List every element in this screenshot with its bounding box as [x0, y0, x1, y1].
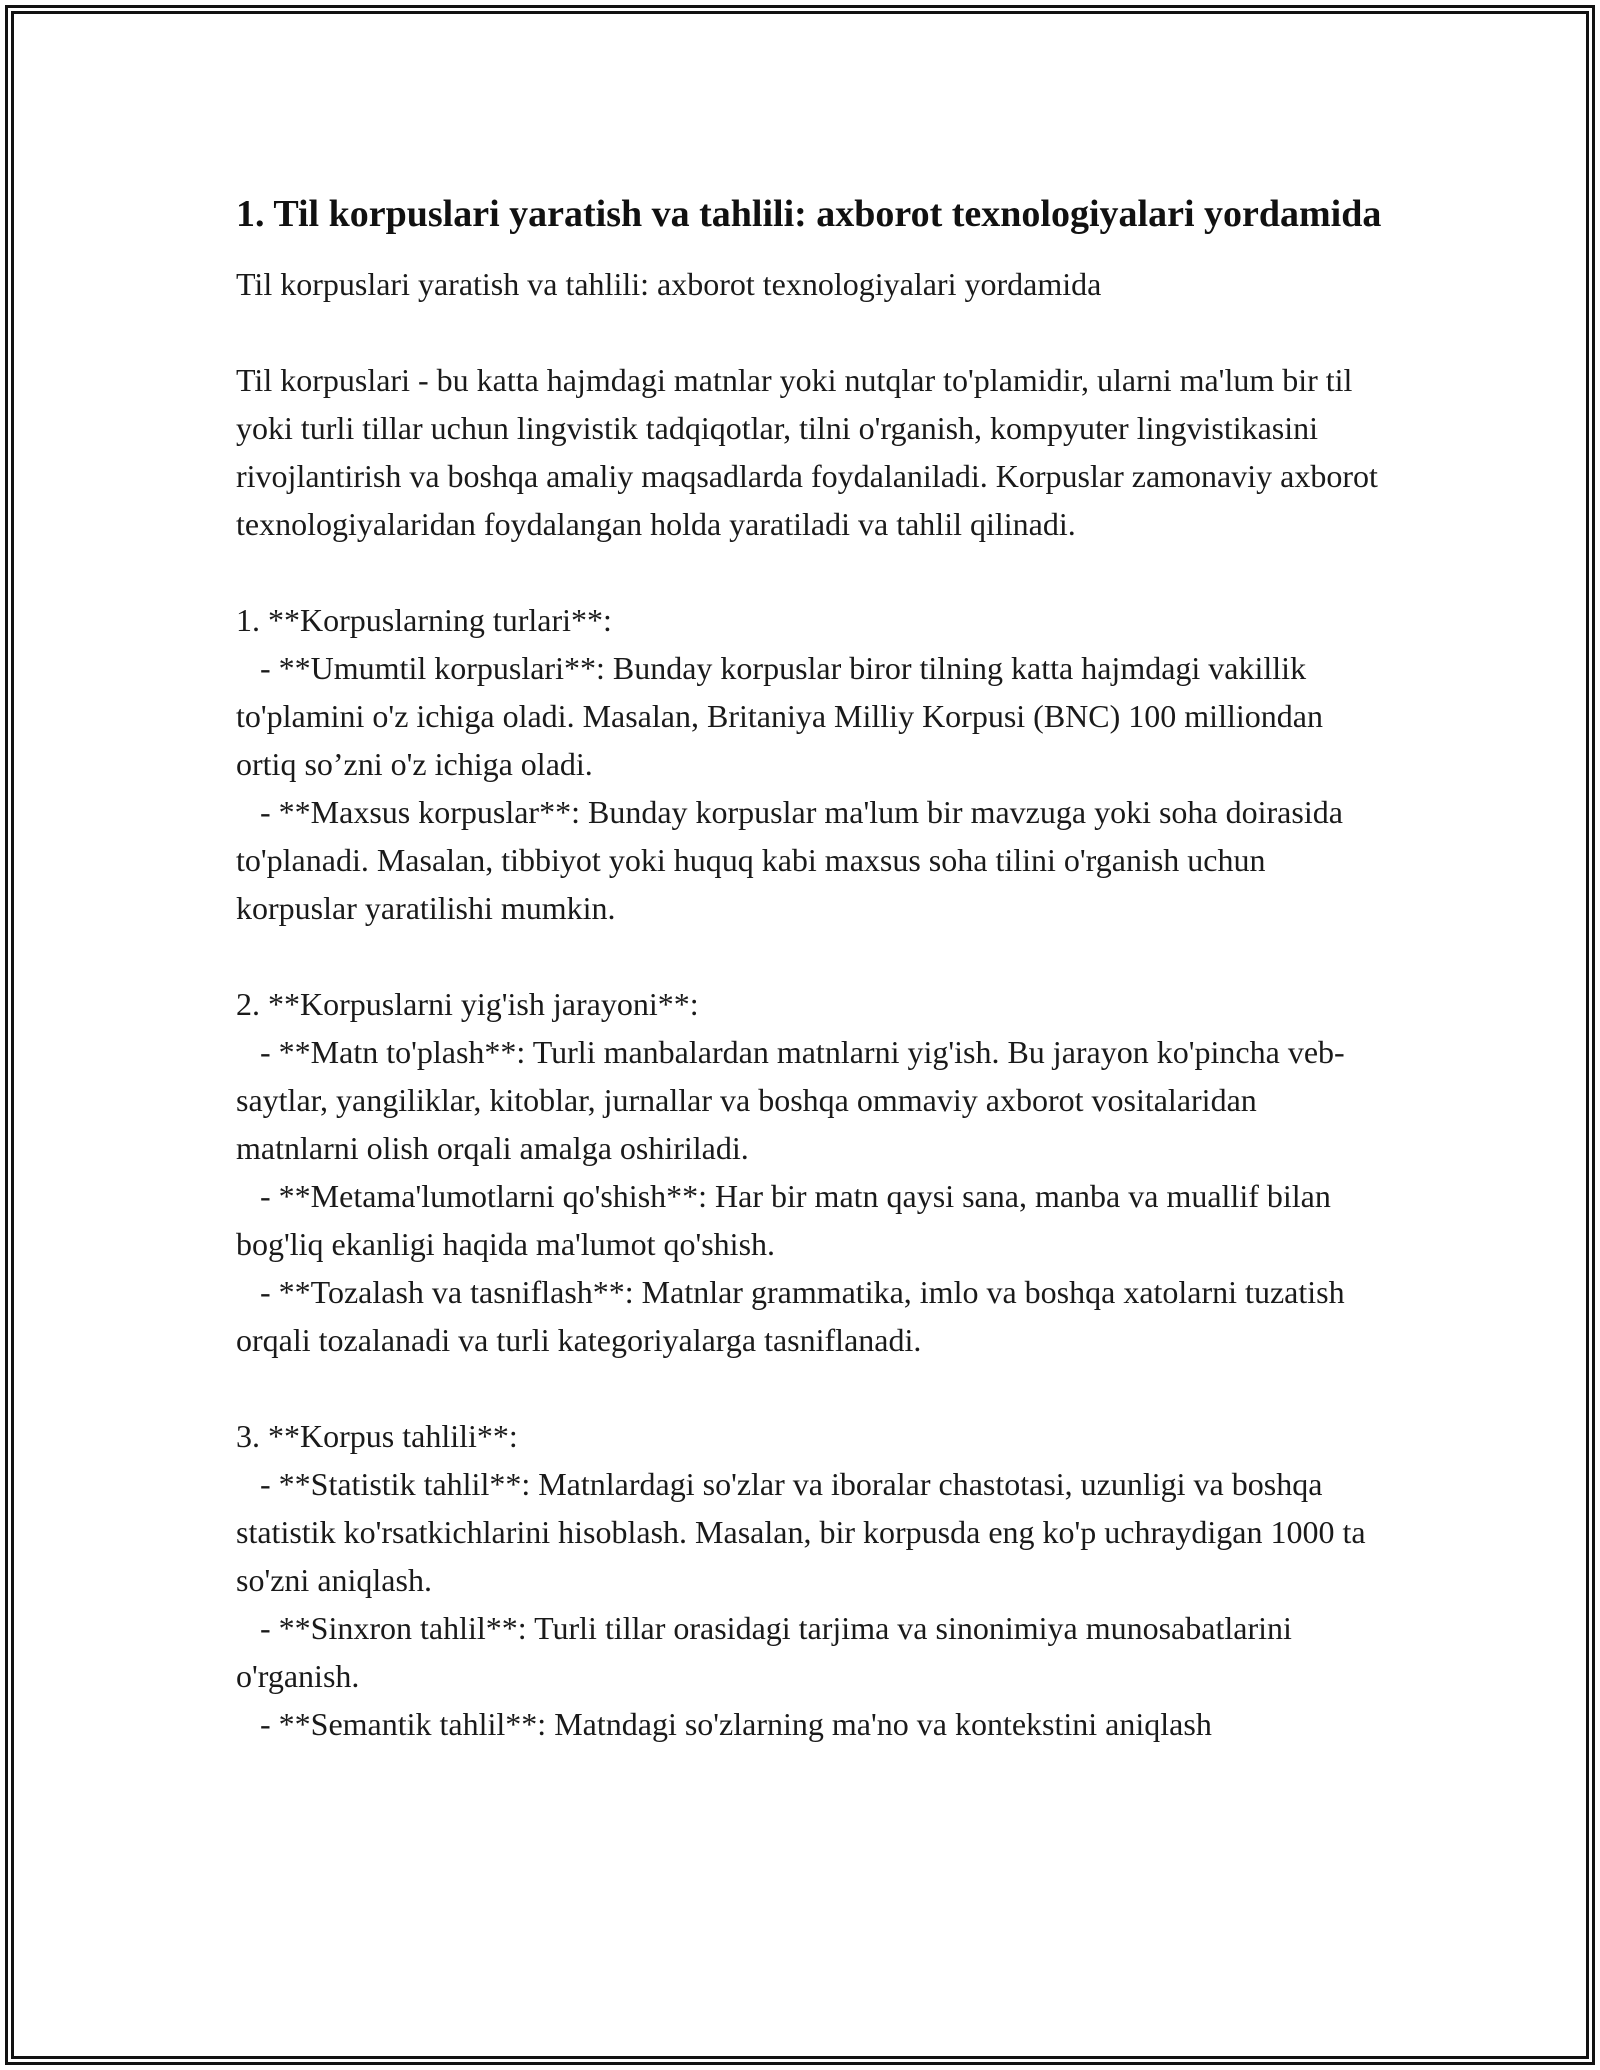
document-subtitle: Til korpuslari yaratish va tahlili: axborot texnologiyalari yordamida: [236, 266, 1102, 302]
section-korpuslarning-turlari: [236, 596, 1386, 932]
document-page: [236, 186, 1386, 1748]
list-item: - **Maxsus korpuslar**: Bunday korpuslar ma'lum bir mavzuga yoki soha doirasida to'planadi. Masalan, tibbiyot yoki huquq kabi maxsus soha tilini o'rganish uchun korpuslar yaratilishi mumkin.: [236, 794, 1351, 926]
list-item: - **Sinxron tahlil**: Turli tillar orasidagi tarjima va sinonimiya munosabatlarini o'rganish.: [236, 1610, 1300, 1694]
section-heading: 3. **Korpus tahlili**:: [236, 1418, 518, 1454]
section-heading: 2. **Korpuslarni yig'ish jarayoni**:: [236, 986, 699, 1022]
intro-paragraph: Til korpuslari - bu katta hajmdagi matnlar yoki nutqlar to'plamidir, ularni ma'lum bir til yoki turli tillar uchun lingvistik tadqiqotlar, tilni o'rganish, kompyuter lingvistikasini rivojlantirish va boshqa amaliy maqsadlarda foydalaniladi. Korpuslar zamonaviy axborot texnologiyalaridan foydalangan holda yaratiladi va tahlil qilinadi.: [236, 362, 1378, 542]
list-item: - **Matn to'plash**: Turli manbalardan matnlarni yig'ish. Bu jarayon ko'pincha veb-saytlar, yangiliklar, kitoblar, jurnallar va boshqa ommaviy axborot vositalaridan matnlarni olish orqali amalga oshiriladi.: [236, 1034, 1345, 1166]
list-item: - **Semantik tahlil**: Matndagi so'zlarning ma'no va kontekstini aniqlash: [236, 1706, 1212, 1742]
section-heading: 1. **Korpuslarning turlari**:: [236, 602, 612, 638]
section-korpuslarni-yigish: [236, 980, 1386, 1364]
list-item: - **Umumtil korpuslari**: Bunday korpuslar biror tilning katta hajmdagi vakillik to'plamini o'z ichiga oladi. Masalan, Britaniya Milliy Korpusi (BNC) 100 milliondan ortiq so’zni o'z ichiga oladi.: [236, 650, 1331, 782]
document-title: 1. Til korpuslari yaratish va tahlili: axborot texnologiyalari yordamida: [236, 193, 1382, 235]
section-korpus-tahlili: [236, 1412, 1386, 1748]
list-item: - **Tozalash va tasniflash**: Matnlar grammatika, imlo va boshqa xatolarni tuzatish orqali tozalanadi va turli kategoriyalarga tasniflanadi.: [236, 1274, 1353, 1358]
list-item: - **Metama'lumotlarni qo'shish**: Har bir matn qaysi sana, manba va muallif bilan bog'liq ekanligi haqida ma'lumot qo'shish.: [236, 1178, 1339, 1262]
list-item: - **Statistik tahlil**: Matnlardagi so'zlar va iboralar chastotasi, uzunligi va boshqa statistik ko'rsatkichlarini hisoblash. Masalan, bir korpusda eng ko'p uchraydigan 1000 ta so'zni aniqlash.: [236, 1466, 1374, 1598]
